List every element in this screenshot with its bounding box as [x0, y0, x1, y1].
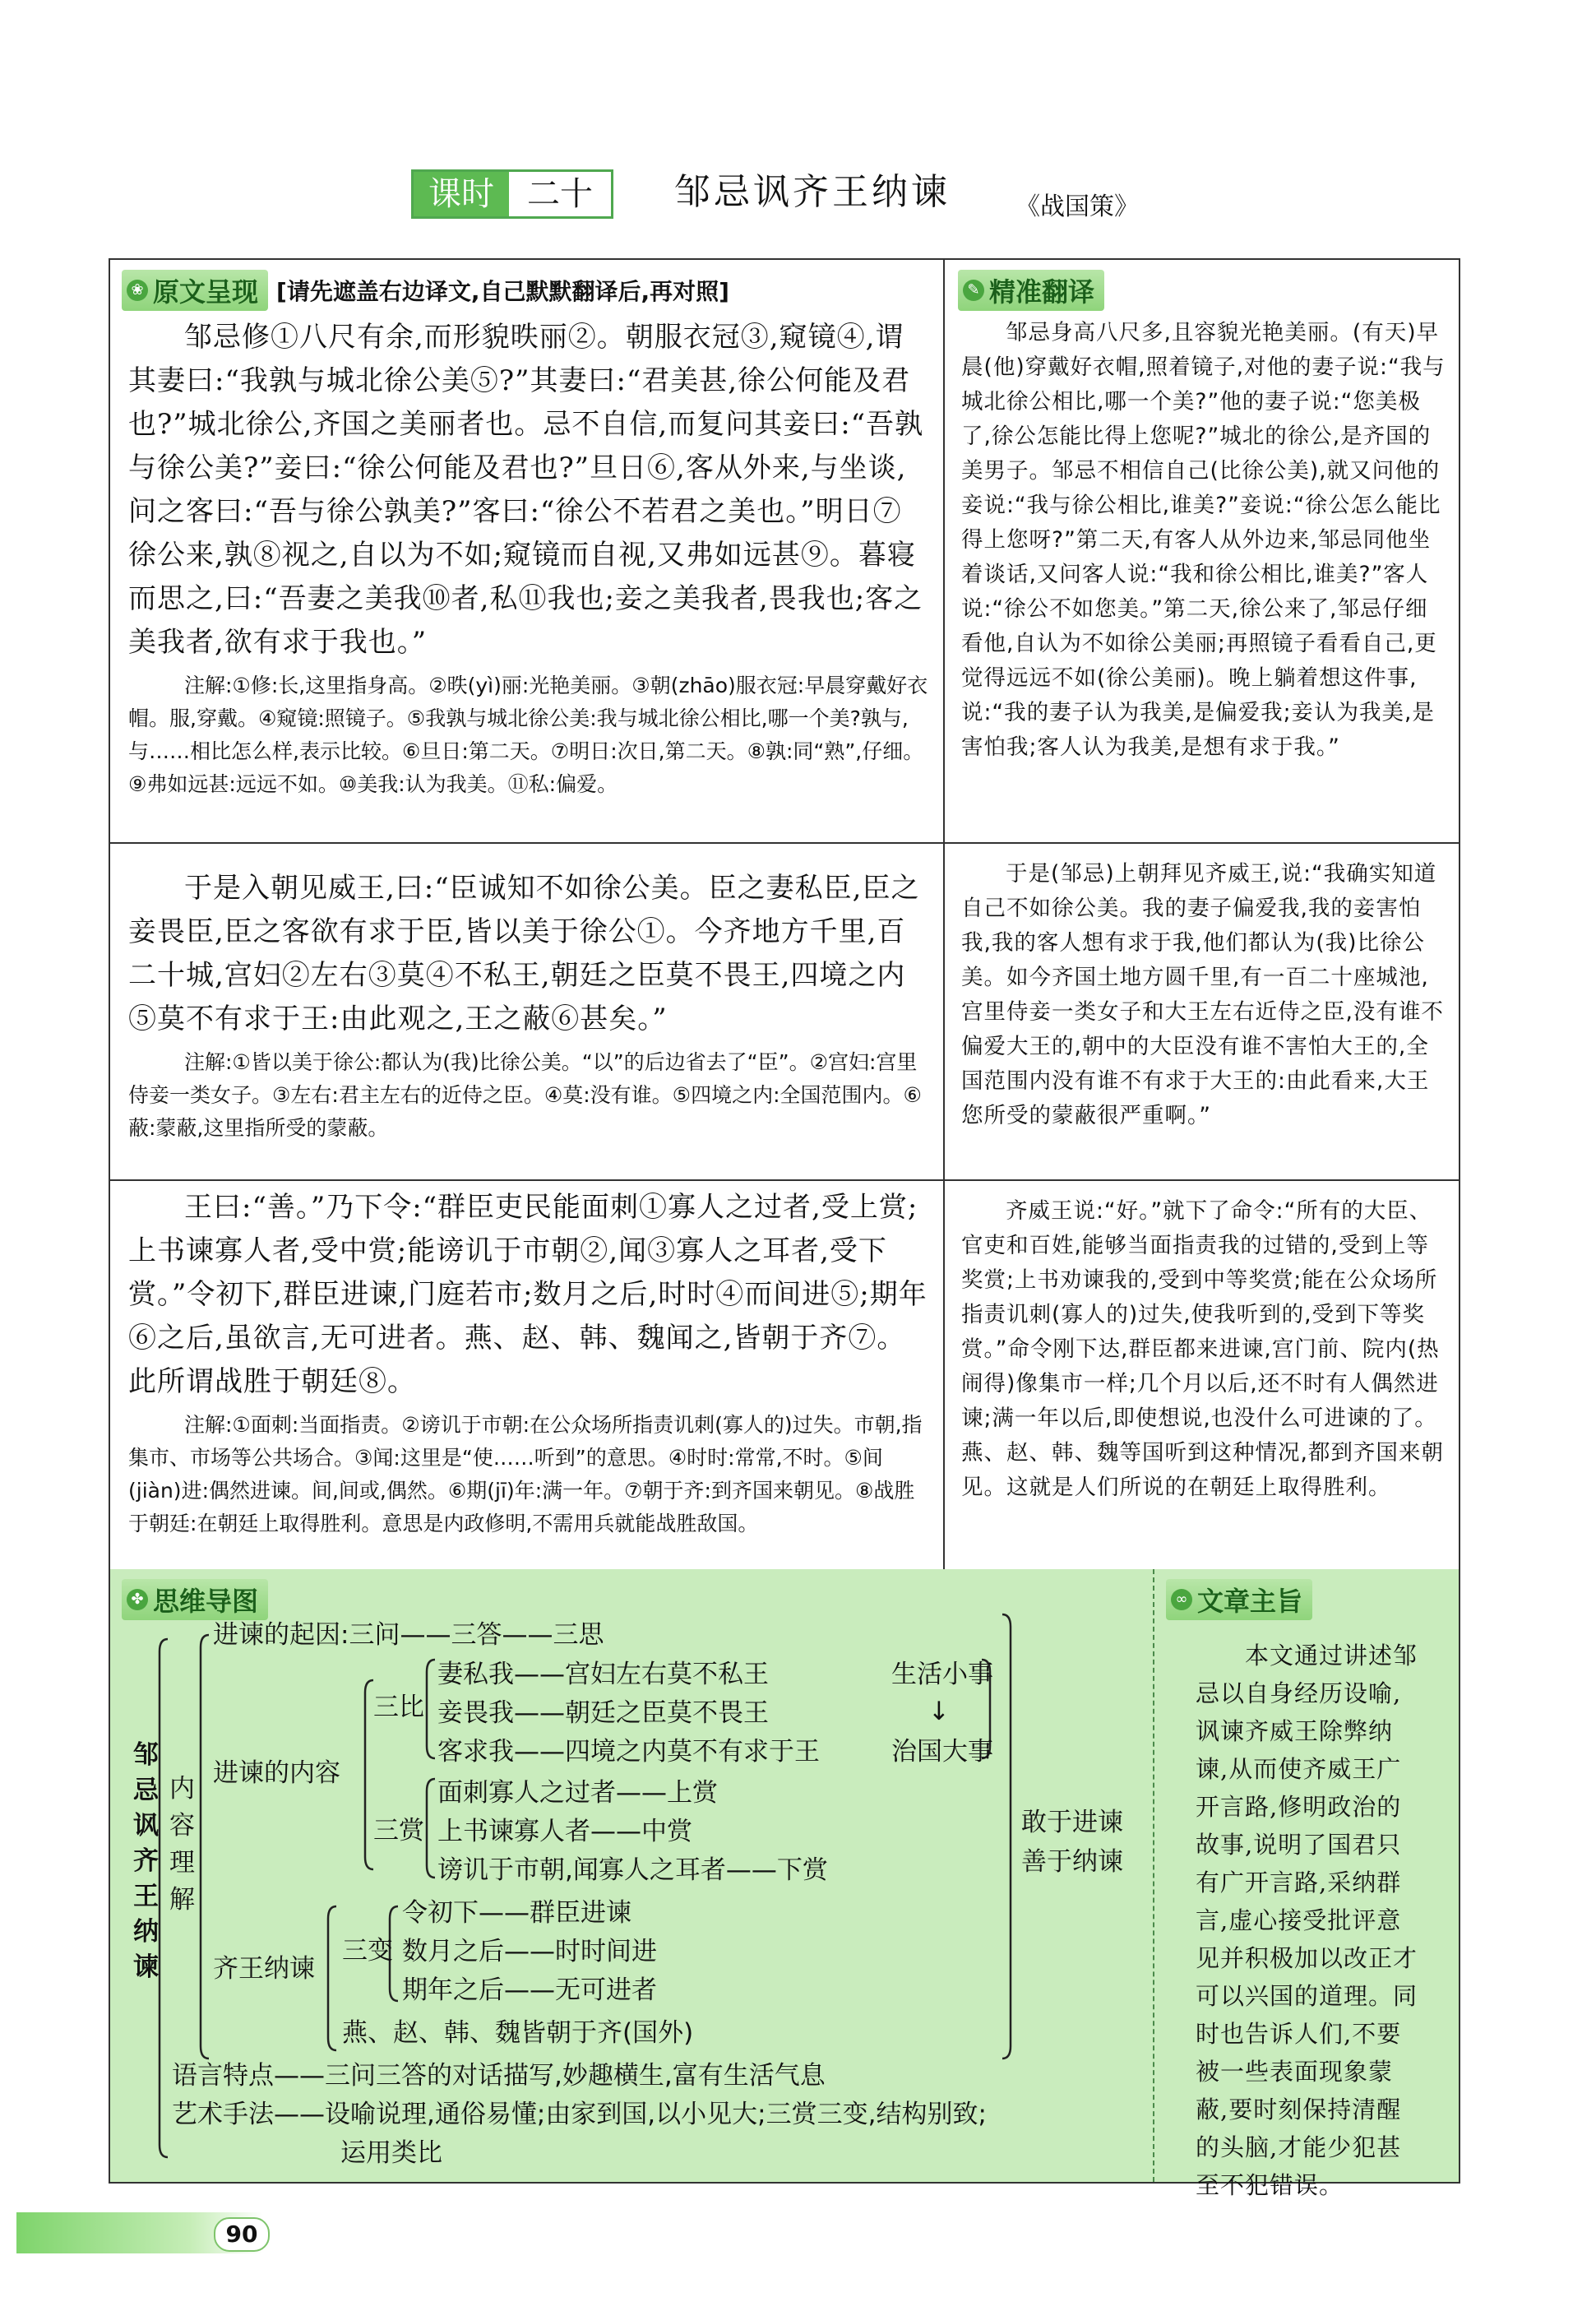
life-matter: 生活小事: [891, 1660, 993, 1689]
sanbi-node: 三比: [373, 1693, 424, 1722]
translation-cell: [946, 260, 1459, 842]
lesson-number: 二十: [509, 172, 611, 216]
original-cell: [110, 844, 945, 1179]
shang-2: 上书谏寡人者——中赏: [437, 1817, 692, 1846]
shang-1: 面刺寡人之过者——上赏: [437, 1778, 718, 1808]
original-heading: ❀ 原文呈现 [请先遮盖右边译文,自己默默翻译后,再对照]: [122, 270, 932, 311]
translation-text: 邹忌身高八尺多,且容貌光艳美丽。(有天)早晨(他)穿戴好衣帽,照着镜子,对他的妻子说:“我与城北徐公相比,哪一个美?”他的妻子说:“您美极了,徐公怎能比得上您呢?”城北的徐公,是齐国的美男子。邹忌不相信自己(比徐公美),就又问他的妾说:“我与徐公相比,谁美?”妾说:“徐公怎么能比得上您呀?”第二天,有客人从外边来,邹忌同他坐着谈话,又问客人说:“我和徐公相比,谁美?”客人说:“徐公不如您美。”第二天,徐公来了,邹忌仔细看他,自认为不如徐公美丽;再照镜子看看自己,更觉得远远不如(徐公美丽)。晚上躺着想这件事,说:“我的妻子认为我美,是偏爱我;妾认为我美,是害怕我;客人认为我美,是想有求于我。”: [961, 320, 1446, 760]
theme-text: 本文通过讲述邹忌以自身经历设喻,讽谏齐威王除弊纳谏,从而使齐威王广开言路,修明政治的故事,说明了国君只有广开言路,采纳群言,虚心接受批评意见并积极加以改正才可以兴国的道理。同时也告诉人们,不要被一些表面现象蒙蔽,要时刻保持清醒的头脑,才能少犯甚至不犯错误。: [1196, 1642, 1418, 2199]
right-bracket: [1002, 1614, 1011, 2059]
language-feature: 语言特点——三问三答的对话描写,妙趣横生,富有生活气息: [172, 2061, 826, 2091]
translation-text: 于是(邹忌)上朝拜见齐威王,说:“我确实知道自己不如徐公美。我的妻子偏爱我,我的妾害怕我,我的客人想有求于我,他们都认为(我)比徐公美。如今齐国土地方圆千里,有一百二十座城池,宫里侍妾一类女子和大王左右近侍之臣,没有谁不偏爱大王的,朝中的大臣没有谁不害怕大王的,全国范围内没有谁不有求于大王的:由此看来,大王您所受的蒙蔽很严重啊。”: [961, 861, 1444, 1128]
root-bracket: [160, 1639, 168, 2157]
original-text: 王曰:“善。”乃下令:“群臣吏民能面刺①寡人之过者,受上赏;上书谏寡人者,受中赏;能谤讥于市朝②,闻③寡人之耳者,受下赏。”令初下,群臣进谏,门庭若市;数月之后,时时④而间进⑤;期年⑥之后,虽欲言,无可进者。燕、赵、韩、魏闻之,皆朝于齐⑦。此所谓战胜于朝廷⑧。: [128, 1191, 928, 1398]
content-bracket: [201, 1635, 209, 2059]
ganyu-2: 善于纳谏: [1021, 1847, 1123, 1877]
sanshang-bracket: [427, 1779, 435, 1878]
lesson-header: [411, 169, 1151, 224]
translation-cell: [946, 1181, 1459, 1571]
art-technique-2: 运用类比: [340, 2138, 442, 2168]
bian-4: 燕、赵、韩、魏皆朝于齐(国外): [342, 2018, 694, 2048]
translation-heading: ✎ 精准翻译: [958, 270, 1447, 311]
mind-map: [110, 1569, 1154, 2182]
translation-cell: [946, 844, 1459, 1179]
bi-3: 客求我——四境之内莫不有求于王: [437, 1737, 820, 1767]
bi-2: 妾畏我——朝廷之臣莫不畏王: [437, 1698, 769, 1728]
state-matter: 治国大事: [891, 1737, 993, 1767]
mind-map-heading: ✤ 思维导图: [122, 1579, 268, 1620]
section-row-2: [110, 844, 1459, 1181]
annotations: 注解:①皆以美于徐公:都认为(我)比徐公美。“以”的后边省去了“臣”。②宫妇:宫里侍妾一类女子。③左右:君主左右的近侍之臣。④莫:没有谁。⑤四境之内:全国范围内。⑥蔽:蒙蔽,这里指所受的蒙蔽。: [128, 1050, 922, 1140]
content-node: 进谏的内容: [213, 1758, 340, 1788]
mind-map-panel: [109, 1569, 1460, 2199]
content-label: 内容理解: [169, 1774, 195, 1915]
original-text: 邹忌修①八尺有余,而形貌昳丽②。朝服衣冠③,窥镜④,谓其妻曰:“我孰与城北徐公美⑤?”其妻曰:“君美甚,徐公何能及君也?”城北徐公,齐国之美丽者也。忌不自信,而复问其妾曰:“吾孰与徐公美?”妾曰:“徐公何能及君也?”旦日⑥,客从外来,与坐谈,问之客曰:“吾与徐公孰美?”客曰:“徐公不若君之美也。”明日⑦徐公来,孰⑧视之,自以为不如;窥镜而自视,又弗如远甚⑨。暮寝而思之,曰:“吾妻之美我⑩者,私⑪我也;妾之美我者,畏我也;客之美我者,欲有求于我也。”: [128, 321, 924, 659]
neirong-bracket: [365, 1680, 373, 1869]
lesson-source: 《战国策》: [1015, 192, 1139, 221]
mind-root: 邹忌讽齐王纳谏: [133, 1740, 159, 1982]
leaf-icon: ❀: [127, 280, 148, 301]
page-number: 90: [214, 2217, 270, 2252]
pen-icon: ✎: [963, 280, 984, 301]
theme-panel: [1154, 1569, 1459, 2199]
section-row-1: [110, 260, 1459, 844]
original-cell: [110, 260, 945, 842]
bian-2: 数月之后——时时间进: [402, 1937, 657, 1966]
cause-node: 进谏的起因:三问——三答——三思: [213, 1620, 604, 1650]
najian-node: 齐王纳谏: [213, 1954, 315, 1984]
bi-1: 妻私我——宫妇左右莫不私王: [437, 1660, 769, 1689]
bian-1: 令初下——群臣进谏: [402, 1898, 631, 1928]
theme-heading: ∞ 文章主旨: [1166, 1579, 1312, 1620]
original-text: 于是入朝见威王,曰:“臣诚知不如徐公美。臣之妻私臣,臣之妾畏臣,臣之客欲有求于臣,皆以美于徐公①。今齐地方千里,百二十城,宫妇②左右③莫④不私王,朝廷之臣莫不畏王,四境之内⑤莫不有求于王:由此观之,王之蔽⑥甚矣。”: [128, 872, 920, 1035]
section-row-3: [110, 1181, 1459, 1571]
ganyu-1: 敢于进谏: [1021, 1808, 1123, 1837]
link-icon: ∞: [1171, 1589, 1192, 1610]
sanbi-bracket: [427, 1660, 435, 1758]
sanbian-node: 三变: [342, 1936, 393, 1966]
sanshang-node: 三赏: [373, 1816, 424, 1846]
lesson-label: 课时: [414, 172, 509, 216]
lesson-tag: [411, 169, 613, 219]
translation-text: 齐威王说:“好。”就下了命令:“所有的大臣、官吏和百姓,能够当面指责我的过错的,受到上等奖赏;上书劝谏我的,受到中等奖赏;能在公众场所指责讥刺(寡人的)过失,使我听到的,受到下等奖赏。”命令刚下达,群臣都来进谏,宫门前、院内(热闹得)像集市一样;几个月以后,还不时有人偶然进谏;满一年以后,即使想说,也没什么可进谏的了。燕、赵、韩、魏等国听到这种情况,都到齐国来朝见。这就是人们所说的在朝廷上取得胜利。: [961, 1198, 1444, 1500]
page-number-bar: [16, 2212, 263, 2253]
instruction: [请先遮盖右边译文,自己默默翻译后,再对照]: [276, 278, 729, 305]
annotations: 注解:①面刺:当面指责。②谤讥于市朝:在公众场所指责讥刺(寡人的)过失。市朝,指集市、市场等公共场合。③闻:这里是“使……听到”的意思。④时时:常常,不时。⑤间(jiàn)进:偶然进谏。间,间或,偶然。⑥期(jī)年:满一年。⑦朝于齐:到齐国来朝见。⑧战胜于朝廷:在朝廷上取得胜利。意思是内政修明,不需用兵就能战胜敌国。: [128, 1413, 923, 1535]
annotations: 注解:①修:长,这里指身高。②昳(yì)丽:光艳美丽。③朝(zhāo)服衣冠:早晨穿戴好衣帽。服,穿戴。④窥镜:照镜子。⑤我孰与城北徐公美:我与城北徐公相比,哪一个美?孰与,与……相比怎么样,表示比较。⑥旦日:第二天。⑦明日:次日,第二天。⑧孰:同“熟”,仔细。⑨弗如远甚:远远不如。⑩美我:认为我美。⑪私:偏爱。: [128, 674, 928, 796]
bian-3: 期年之后——无可进者: [402, 1975, 657, 2005]
shang-3: 谤讥于市朝,闻寡人之耳者——下赏: [437, 1855, 828, 1885]
arrow-icon: ↓: [928, 1697, 950, 1726]
art-technique: 艺术手法——设喻说理,通俗易懂;由家到国,以小见大;三赏三变,结构别致;: [172, 2100, 987, 2129]
original-cell: [110, 1181, 945, 1571]
lesson-title: 邹忌讽齐王纳谏: [674, 171, 951, 213]
text-translation-table: [109, 258, 1460, 1572]
najian-bracket: [328, 1906, 336, 2050]
tree-icon: ✤: [127, 1589, 148, 1610]
